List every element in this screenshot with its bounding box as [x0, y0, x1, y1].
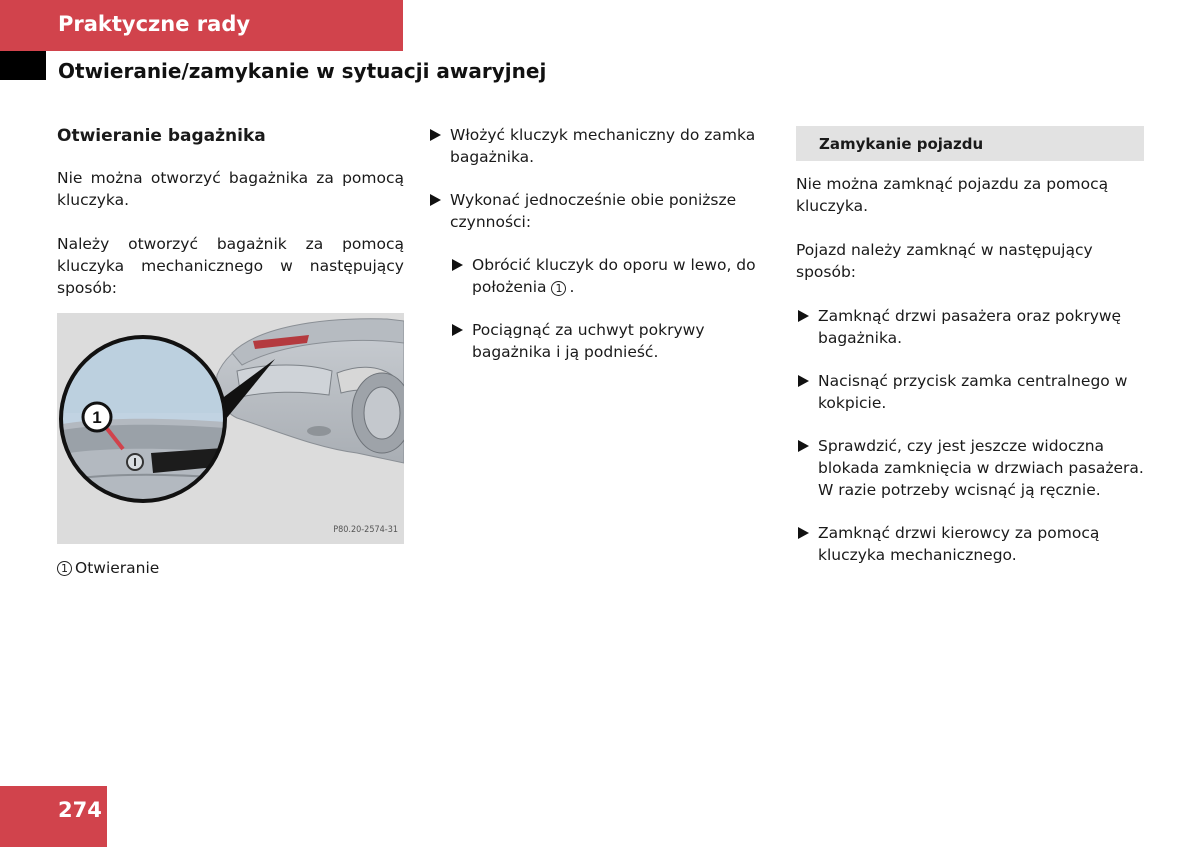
- substep-lift-lid: [450, 319, 773, 363]
- vehicle-locking-heading: Zamykanie pojazdu: [796, 126, 1144, 161]
- substep-turn-key: [450, 254, 773, 298]
- trunk-opening-heading: Otwieranie bagażnika: [57, 126, 266, 146]
- step-text: Wykonać jednocześnie obie poniższe czynności:: [450, 191, 737, 231]
- locking-paragraph-1: Nie można zamknąć pojazdu za pomocą kluczyka.: [796, 175, 1109, 215]
- right-column: [796, 124, 1144, 587]
- step-text: Zamknąć drzwi kierowcy za pomocą kluczyka mechanicznego.: [818, 524, 1100, 564]
- step-text: [472, 254, 773, 298]
- triangle-arrow-icon: [430, 129, 441, 141]
- callout-number: 1: [92, 408, 102, 427]
- triangle-arrow-icon: [452, 259, 463, 271]
- step-text: Nacisnąć przycisk zamka centralnego w kokpicie.: [818, 372, 1128, 412]
- substep-period: .: [569, 278, 575, 296]
- triangle-arrow-icon: [452, 324, 463, 336]
- figure-code: P80.20-2574-31: [333, 525, 398, 535]
- position-number-badge: 1: [551, 281, 566, 296]
- step-close-passenger-door: [796, 305, 1144, 349]
- section-title: Praktyczne rady: [58, 12, 251, 36]
- page-number-text: 274: [58, 798, 102, 822]
- step-simultaneous: [428, 189, 773, 233]
- triangle-arrow-icon: [798, 375, 809, 387]
- step-text: Pociągnąć za uchwyt pokrywy bagażnika i ją podnieść.: [472, 321, 705, 361]
- triangle-arrow-icon: [430, 194, 441, 206]
- step-close-driver-door: [796, 522, 1144, 566]
- caption-number-badge: 1: [57, 561, 72, 576]
- caption-text: Otwieranie: [75, 559, 160, 577]
- left-column: [57, 124, 404, 579]
- step-text: Zamknąć drzwi pasażera oraz pokrywę bagażnika.: [818, 307, 1122, 347]
- page-title: Otwieranie/zamykanie w sytuacji awaryjnej: [58, 59, 547, 83]
- step-text: Włożyć kluczyk mechaniczny do zamka bagażnika.: [450, 126, 756, 166]
- trunk-paragraph-1: Nie można otworzyć bagażnika za pomocą kluczyka.: [57, 169, 404, 209]
- page-number: [0, 786, 107, 847]
- step-check-lock-button: [796, 435, 1144, 501]
- header-marker: [0, 51, 46, 80]
- section-tab: [0, 0, 403, 51]
- trunk-paragraph-2: Należy otworzyć bagażnik za pomocą kluczyka mechanicznego w następujący sposób:: [57, 235, 404, 297]
- locking-paragraph-2: Pojazd należy zamknąć w następujący sposób:: [796, 241, 1093, 281]
- triangle-arrow-icon: [798, 527, 809, 539]
- substep-turn-text: Obrócić kluczyk do oporu w lewo, do położenia: [472, 256, 756, 296]
- step-text: Sprawdzić, czy jest jeszcze widoczna blokada zamknięcia w drzwiach pasażera. W razie potrzeby wcisnąć ją ręcznie.: [818, 437, 1144, 499]
- car-rear-drawing: [57, 313, 404, 544]
- trunk-lock-illustration: [57, 313, 404, 544]
- step-press-central-lock: [796, 370, 1144, 414]
- step-insert-key: [428, 124, 773, 168]
- figure-caption: [57, 557, 404, 579]
- triangle-arrow-icon: [798, 310, 809, 322]
- middle-column: [428, 124, 773, 384]
- triangle-arrow-icon: [798, 440, 809, 452]
